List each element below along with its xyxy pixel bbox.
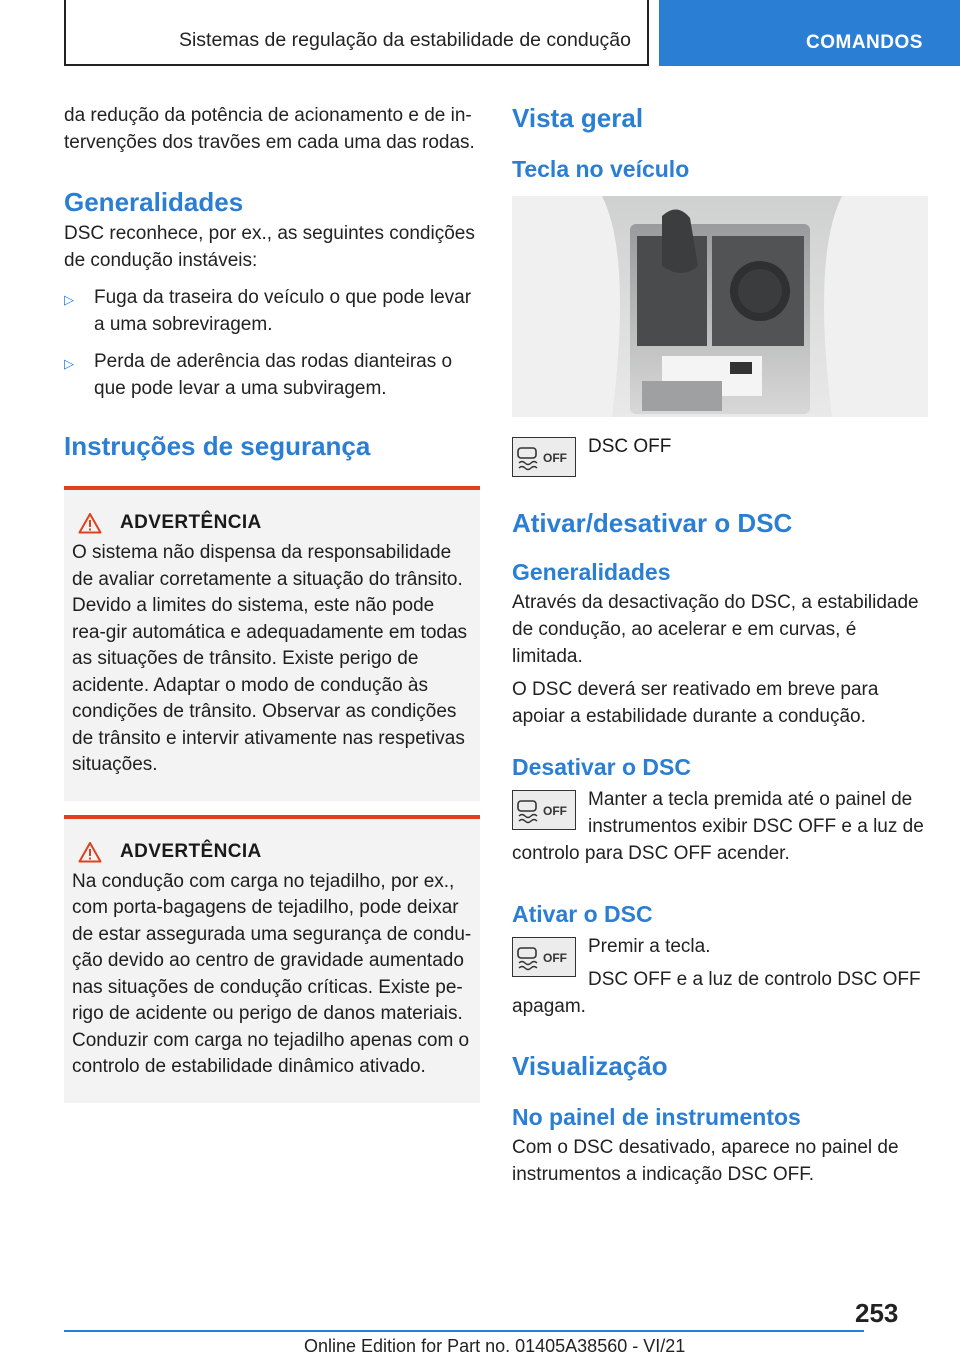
footer-divider: [64, 1330, 864, 1332]
section-title: Sistemas de regulação da estabilidade de condução: [178, 29, 631, 51]
page-number: 253: [855, 1298, 899, 1328]
heading-visualizacao: Visualização: [512, 1051, 668, 1081]
chapter-tab-label: COMANDOS: [806, 32, 923, 53]
warning-text: Na condução com carga no tejadilho, por ex., com porta-bagagens de tejadilho, pode deixar de estar assegurada uma segurança de condu-ção devido ao centro de gravidade aumentado nas situações de condução críticas. Existe pe-rigo de acidente ou perigo de danos materiais. Conduzir com carga no tejadilho apenas com o controlo de estabilidade dinâmico ativado.: [72, 870, 472, 1077]
warning-label: ADVERTÊNCIA: [120, 512, 262, 533]
activate-block: [512, 933, 928, 1020]
intro-text: da redução da potência de acionamento e de in-tervenções dos travões em cada uma das rodas.: [64, 105, 475, 153]
list-item: ▷ Fuga da traseira do veículo o que pode levar a uma sobreviragem.: [64, 284, 480, 338]
generalidades-text: DSC reconhece, por ex., as seguintes condições de condução instáveis:: [64, 223, 475, 271]
right-column: [512, 96, 928, 1188]
center-console-photo: [512, 196, 928, 417]
heading-safety: Instruções de segurança: [64, 431, 371, 461]
activate-text-2: DSC OFF e a luz de controlo DSC OFF apagam.: [512, 969, 921, 1017]
heading-deactivate-dsc: Desativar o DSC: [512, 754, 691, 780]
warning-box: [64, 486, 480, 801]
warning-label: ADVERTÊNCIA: [120, 840, 262, 862]
list-item: ▷ Perda de aderência das rodas dianteiras o que pode levar a uma subviragem.: [64, 348, 480, 402]
dsc-off-key-row: [512, 433, 928, 477]
gen-text-1: Através da desactivação do DSC, a estabilidade de condução, ao acelerar e em curvas, é limitada.: [512, 592, 919, 667]
deactivate-text: Manter a tecla premida até o painel de instrumentos exibir DSC OFF e a luz de controlo para DSC OFF acender.: [512, 789, 924, 864]
heading-generalidades-right: Generalidades: [512, 559, 671, 585]
warning-text: O sistema não dispensa da responsabilidade de avaliar corretamente a situação do trânsito. Devido a limites do sistema, este não pode rea-gir automática e adequadamente em todas as situações de trânsito. Existe perigo de acidente. Adaptar o modo de condução às condições de trânsito. Observar as condições de trânsito e intervir ativamente nas respetivas situações.: [72, 542, 468, 775]
heading-toggle-dsc: Ativar/desativar o DSC: [512, 508, 793, 538]
warning-triangle-icon: [78, 841, 102, 863]
triangle-bullet-icon: ▷: [64, 292, 74, 307]
warning-triangle-icon: [78, 512, 102, 534]
svg-text:OFF: OFF: [543, 804, 567, 818]
dsc-off-key-label: DSC OFF: [588, 436, 672, 457]
svg-text:OFF: OFF: [543, 451, 567, 465]
svg-text:OFF: OFF: [543, 951, 567, 965]
triangle-bullet-icon: ▷: [64, 356, 74, 371]
center-console-illustration: [512, 196, 928, 417]
warning-box: [64, 815, 480, 1103]
heading-instrument-panel: No painel de instrumentos: [512, 1104, 801, 1130]
footer-edition: Online Edition for Part no. 01405A38560 - VI/21: [304, 1336, 686, 1356]
chapter-tab: [659, 0, 960, 66]
heading-generalidades: Generalidades: [64, 187, 244, 217]
running-header: [64, 0, 649, 66]
left-column: [64, 96, 480, 1103]
heading-overview: Vista geral: [512, 103, 644, 133]
heading-key: Tecla no veículo: [512, 156, 690, 182]
gen-text-2: O DSC deverá ser reativado em breve para apoiar a estabilidade durante a condução.: [512, 679, 879, 727]
panel-text: Com o DSC desativado, aparece no painel de instrumentos a indicação DSC OFF.: [512, 1137, 899, 1185]
dsc-off-key-icon: [512, 790, 576, 830]
activate-text-1: Premir a tecla.: [588, 936, 711, 957]
deactivate-block: [512, 786, 928, 867]
dsc-off-key-icon: [512, 437, 576, 477]
dsc-off-key-icon: [512, 937, 576, 977]
heading-activate-dsc: Ativar o DSC: [512, 901, 653, 927]
